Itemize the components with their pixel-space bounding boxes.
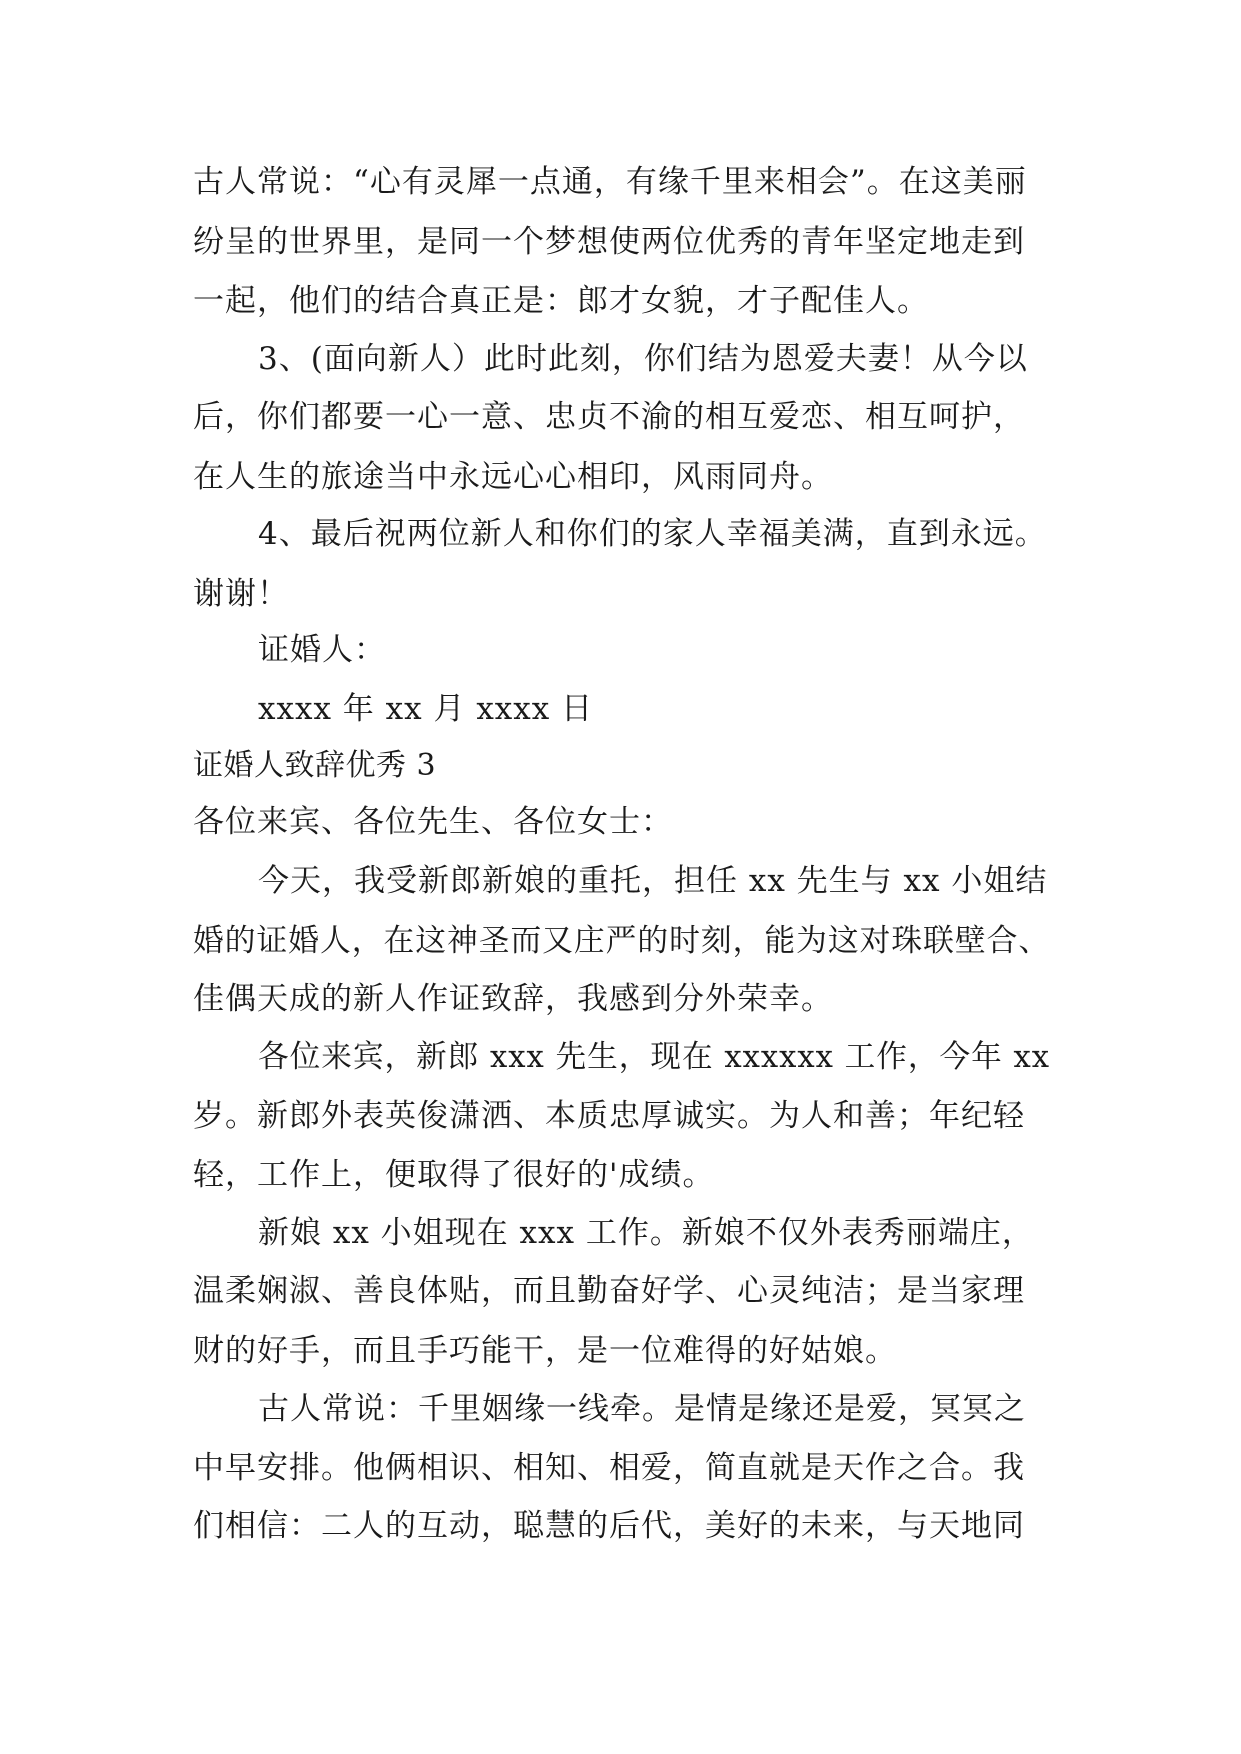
paragraph-line: 新娘 xx 小姐现在 xxx 工作。新娘不仅外表秀丽端庄， bbox=[258, 1215, 1034, 1251]
salutation-line: 各位来宾、各位先生、各位女士： bbox=[193, 804, 673, 840]
paragraph-line: 古人常说：千里姻缘一线牵。是情是缘还是爱，冥冥之 bbox=[258, 1391, 1026, 1427]
paragraph-line: 谢谢！ bbox=[193, 576, 289, 612]
paragraph-line: 今天，我受新郎新娘的重托，担任 xx 先生与 xx 小姐结 bbox=[258, 863, 1048, 899]
paragraph-line: 岁。新郎外表英俊潇洒、本质忠厚诚实。为人和善；年纪轻 bbox=[193, 1098, 1025, 1134]
paragraph-line: 4、最后祝两位新人和你们的家人幸福美满，直到永远。 bbox=[258, 516, 1047, 552]
paragraph-line: 古人常说：“心有灵犀一点通，有缘千里来相会”。在这美丽 bbox=[193, 164, 1027, 200]
paragraph-line: 3、(面向新人）此时此刻，你们结为恩爱夫妻！从今以 bbox=[258, 341, 1028, 377]
paragraph-line: 后，你们都要一心一意、忠贞不渝的相互爱恋、相互呵护， bbox=[193, 399, 1025, 435]
paragraph-line: 财的好手，而且手巧能干，是一位难得的好姑娘。 bbox=[193, 1333, 897, 1369]
date-line: xxxx 年 xx 月 xxxx 日 bbox=[258, 691, 594, 727]
signature-label: 证婚人： bbox=[258, 632, 386, 668]
paragraph-line: 一起，他们的结合真正是：郎才女貌，才子配佳人。 bbox=[193, 283, 929, 319]
paragraph-line: 中早安排。他俩相识、相知、相爱，简直就是天作之合。我 bbox=[193, 1450, 1025, 1486]
section-heading: 证婚人致辞优秀 3 bbox=[193, 748, 437, 783]
paragraph-line: 轻，工作上，便取得了很好的'成绩。 bbox=[193, 1157, 715, 1193]
paragraph-line: 婚的证婚人，在这神圣而又庄严的时刻，能为这对珠联壁合、 bbox=[193, 923, 1051, 959]
paragraph-line: 佳偶天成的新人作证致辞，我感到分外荣幸。 bbox=[193, 981, 833, 1017]
paragraph-line: 各位来宾，新郎 xxx 先生，现在 xxxxxx 工作，今年 xx bbox=[258, 1039, 1050, 1075]
paragraph-line: 纷呈的世界里，是同一个梦想使两位优秀的青年坚定地走到 bbox=[193, 224, 1025, 260]
paragraph-line: 们相信：二人的互动，聪慧的后代，美好的未来，与天地同 bbox=[193, 1508, 1025, 1544]
paragraph-line: 在人生的旅途当中永远心心相印，风雨同舟。 bbox=[193, 459, 833, 495]
paragraph-line: 温柔娴淑、善良体贴，而且勤奋好学、心灵纯洁；是当家理 bbox=[193, 1273, 1025, 1309]
